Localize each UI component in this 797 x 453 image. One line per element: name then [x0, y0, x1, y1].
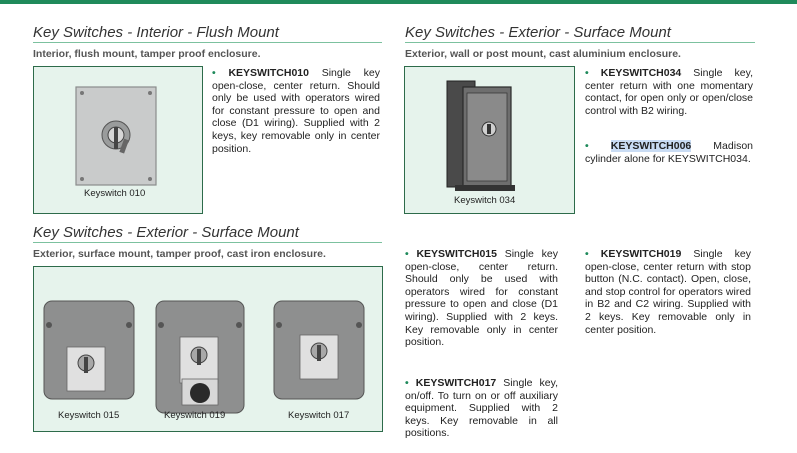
section-subtitle: Interior, flush mount, tamper proof enclosure. [33, 48, 261, 60]
section-subtitle: Exterior, surface mount, tamper proof, cast iron enclosure. [33, 248, 326, 260]
product-text: Single key, on/off. To turn on or off auxiliary equipment. Supplied with 2 keys. Key removable in all positions. [405, 377, 559, 440]
photo-caption: Keyswitch 010 [84, 188, 146, 199]
section-title-exterior-surface-bottom: Key Switches - Exterior - Surface Mount [33, 224, 299, 241]
product-text: Single key, center return with one momentary contact, for open only or open/close control with B2 wiring. [585, 67, 754, 117]
product-photo-box-010 [33, 66, 203, 214]
product-description-019 [585, 248, 751, 336]
bullet: • [405, 377, 409, 389]
photo-caption: Keyswitch 015 [58, 410, 120, 421]
photo-caption: Keyswitch 019 [164, 410, 226, 421]
surface-box-keyswitch-icon [405, 67, 574, 213]
product-description-006 [585, 140, 753, 165]
product-code: KEYSWITCH019 [600, 248, 682, 260]
product-photo-box-034 [404, 66, 575, 214]
section-rule [33, 42, 382, 43]
section-rule [405, 42, 755, 43]
photo-caption: Keyswitch 017 [288, 410, 350, 421]
product-photo-box-015-019-017 [33, 266, 383, 432]
product-text: Madison cylinder alone for KEYSWITCH034. [585, 140, 753, 165]
product-description-015 [405, 248, 558, 349]
bullet: • [405, 248, 409, 260]
section-title-exterior-surface-top: Key Switches - Exterior - Surface Mount [405, 24, 671, 41]
product-code: KEYSWITCH034 [600, 67, 682, 79]
product-description-017 [405, 377, 558, 440]
cast-iron-keyswitch-icon [34, 267, 382, 431]
product-code-highlighted: KEYSWITCH006 [610, 140, 692, 152]
section-subtitle: Exterior, wall or post mount, cast aluminium enclosure. [405, 48, 681, 60]
product-code: KEYSWITCH017 [415, 377, 497, 389]
top-accent-bar [0, 0, 797, 4]
bullet: • [585, 67, 589, 79]
section-title-interior-flush: Key Switches - Interior - Flush Mount [33, 24, 279, 41]
photo-caption: Keyswitch 034 [454, 195, 516, 206]
product-text: Single key open-close, center return. Should only be used with operators wired for constant pressure to open and close (D1 wiring). Supplied with 2 keys. Key removable only in center position. [405, 248, 558, 349]
product-description-010 [212, 67, 380, 155]
product-text: Single key open-close, center return. Should only be used with operators wired for constant pressure to open and close (D1 wiring). Supplied with 2 keys, key removable only in center position. [212, 67, 380, 155]
product-code: KEYSWITCH010 [228, 67, 309, 79]
bullet: • [585, 140, 589, 152]
product-description-034 [585, 67, 753, 117]
bullet: • [585, 248, 589, 260]
product-code: KEYSWITCH015 [416, 248, 497, 260]
product-text: Single key open-close, center return with stop button (N.C. contact). Open, close, and stop control for operators wired in B2 and C2 wiring. Supplied with 2 keys. Key removable only in center position. [585, 248, 751, 336]
section-rule [33, 242, 382, 243]
stop-button-icon [190, 383, 210, 403]
bullet: • [212, 67, 216, 79]
